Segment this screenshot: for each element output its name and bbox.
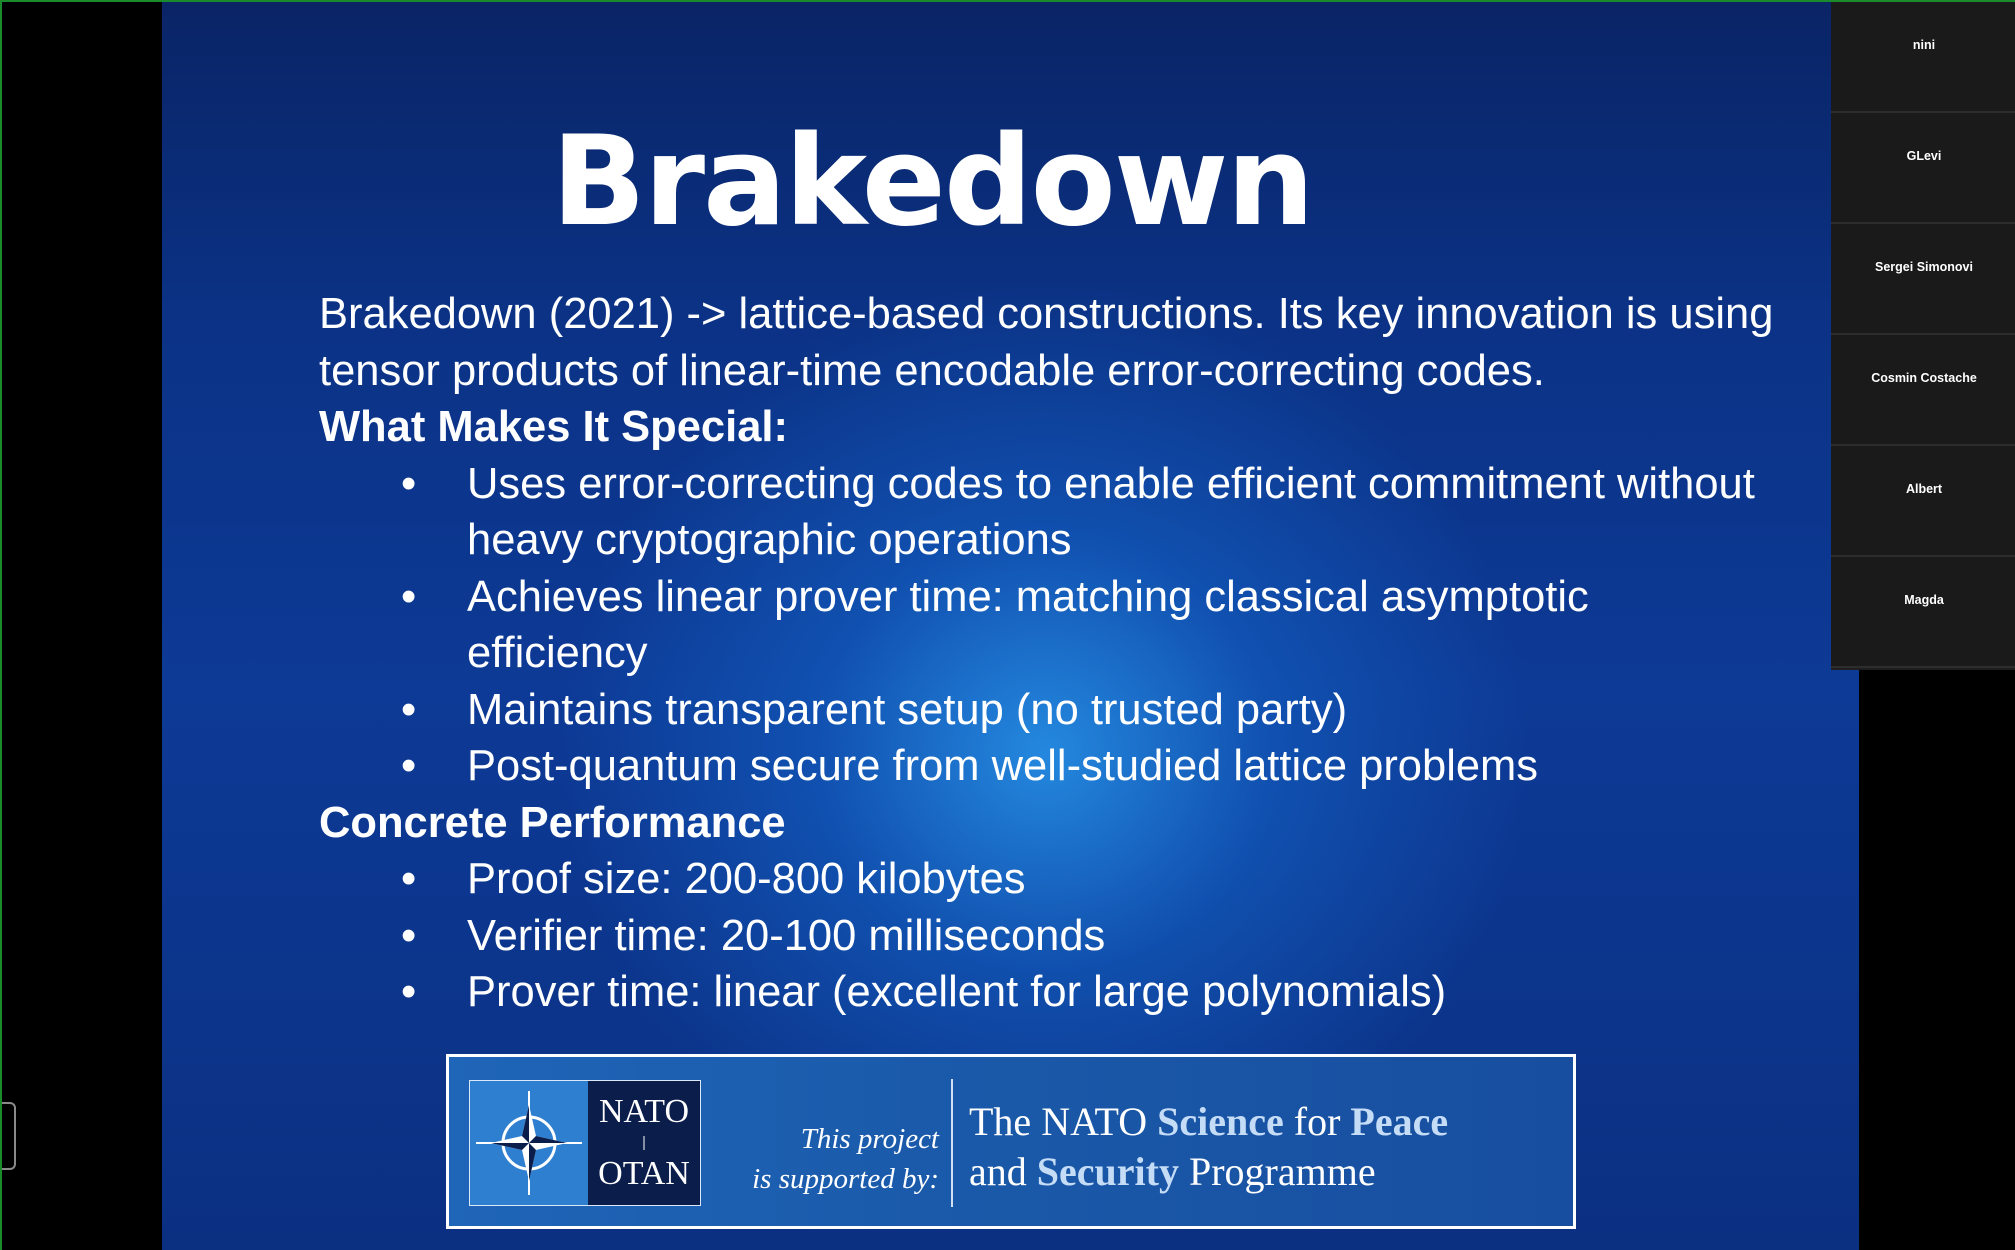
participant-name: nini [1912, 38, 1936, 52]
bullet-item [319, 569, 1767, 682]
participant-tile[interactable] [1831, 335, 2015, 446]
programme-text: Programme [1178, 1149, 1376, 1194]
nato-logo [469, 1080, 701, 1206]
slide-title: Brakedown [551, 110, 1313, 254]
bullet-dot: • [401, 968, 417, 1016]
bullet-item [319, 682, 1767, 739]
bullet-text: Prover time: linear (excellent for large polynomials) [467, 968, 1447, 1016]
bullet-item [319, 908, 1767, 965]
banner-divider [951, 1079, 953, 1207]
programme-line-1 [969, 1097, 1448, 1147]
nato-logo-bottom: OTAN [598, 1155, 690, 1192]
slide-intro: Brakedown (2021) -> lattice-based constructions. Its key innovation is using tensor products of linear-time encodable error-correcting codes. [319, 290, 1774, 395]
participant-name: Sergei Simonovi [1875, 260, 1973, 274]
bullet-list [319, 456, 1819, 795]
side-panel-handle[interactable] [0, 1102, 16, 1170]
participant-tile[interactable] [1831, 113, 2015, 224]
shared-slide [162, 2, 1859, 1250]
participant-name: Magda [1904, 593, 1944, 607]
participant-tile[interactable] [1831, 2, 2015, 113]
bullet-list [319, 851, 1819, 1021]
bullet-text: Proof size: 200-800 kilobytes [467, 855, 1026, 903]
programme-text: The NATO [969, 1099, 1158, 1144]
supported-line-1: This project [800, 1123, 939, 1155]
bullet-text: Achieves linear prover time: matching classical asymptotic efficiency [467, 572, 1589, 677]
programme-highlight: Security [1036, 1149, 1179, 1194]
participant-name: Albert [1905, 482, 1943, 496]
participant-name: Cosmin Costache [1871, 371, 1977, 385]
bullet-item [319, 456, 1767, 569]
section-heading: Concrete Performance [319, 798, 786, 847]
nato-wordmark [588, 1081, 700, 1205]
bullet-dot: • [401, 572, 417, 621]
bullet-dot: • [401, 911, 417, 960]
bullet-dot: • [401, 742, 417, 790]
programme-name [969, 1097, 1448, 1197]
participant-tile[interactable] [1831, 224, 2015, 335]
programme-highlight: Peace [1350, 1099, 1449, 1144]
bullet-item [319, 964, 1767, 1021]
sponsor-banner [446, 1054, 1576, 1229]
bullet-dot: • [401, 685, 417, 734]
programme-line-2 [969, 1147, 1448, 1197]
bullet-dot: • [401, 855, 417, 903]
bullet-text: Uses error-correcting codes to enable efficient commitment without heavy cryptographic operations [467, 459, 1755, 564]
participant-name: GLevi [1906, 149, 1942, 163]
logo-divider [644, 1136, 645, 1150]
programme-text: for [1283, 1099, 1351, 1144]
section-heading: What Makes It Special: [319, 403, 788, 451]
supported-line-2: is supported by: [752, 1163, 939, 1195]
bullet-text: Maintains transparent setup (no trusted party) [467, 685, 1348, 734]
compass-star-icon [470, 1081, 588, 1205]
programme-text: and [969, 1149, 1037, 1194]
participant-tile[interactable] [1831, 557, 2015, 668]
nato-logo-top: NATO [598, 1093, 690, 1130]
bullet-item [319, 738, 1767, 795]
participant-panel [1831, 2, 2015, 670]
supported-by-text [729, 1119, 939, 1199]
bullet-text: Post-quantum secure from well-studied lattice problems [467, 742, 1539, 790]
bullet-dot: • [401, 459, 417, 508]
participant-tile[interactable] [1831, 446, 2015, 557]
bullet-text: Verifier time: 20-100 milliseconds [467, 911, 1106, 960]
slide-body [319, 286, 1819, 1021]
bullet-item [319, 851, 1767, 908]
programme-highlight: Science [1157, 1099, 1284, 1144]
